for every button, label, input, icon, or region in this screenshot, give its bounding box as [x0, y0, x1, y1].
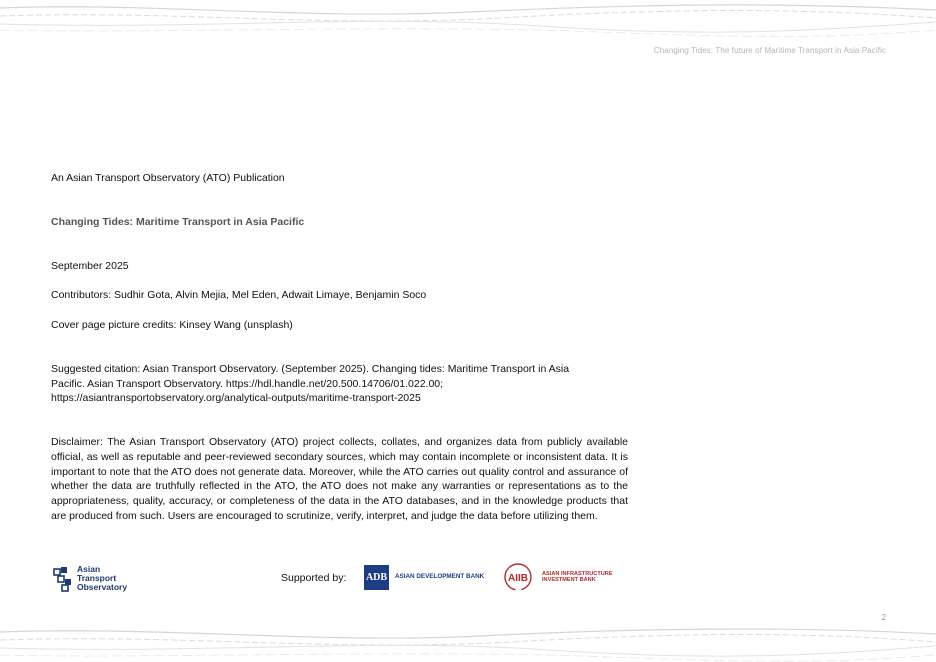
ato-logo-icon	[52, 565, 78, 593]
citation-line: Pacific. Asian Transport Observatory. https://hdl.handle.net/20.500.14706/01.022.00;	[51, 377, 444, 390]
running-header: Changing Tides: The future of Maritime Transport in Asia Pacific	[653, 46, 886, 55]
page-number: 2	[881, 613, 886, 622]
aiib-name-line: INVESTMENT BANK	[542, 577, 596, 584]
ato-logo-line: Transport	[77, 573, 117, 583]
aiib-logo-mark	[502, 563, 534, 591]
citation-line: https://asiantransportobservatory.org/analytical-outputs/maritime-transport-2025	[51, 392, 421, 404]
svg-text:AIIB: AIIB	[508, 573, 528, 584]
contributors: Contributors: Sudhir Gota, Alvin Mejia, Mel Eden, Adwait Limaye, Benjamin Soco	[51, 289, 427, 301]
publisher-line: An Asian Transport Observatory (ATO) Publication	[51, 172, 285, 184]
ato-logo-line: Asian	[77, 564, 101, 574]
document-title: Changing Tides: Maritime Transport in Asia Pacific	[51, 216, 305, 228]
publication-date: September 2025	[51, 260, 129, 272]
ato-logo	[52, 564, 142, 594]
aiib-name-line: ASIAN INFRASTRUCTURE	[542, 571, 613, 577]
disclaimer: Disclaimer: The Asian Transport Observatory (ATO) project collects, collates, and organizes data from publicly available official, as well as reputable and peer-reviewed secondary sources, which may contain incomplete or inconsistent data. It is important to note that the ATO does not generate data. Moreover, while the ATO carries out quality control and assurance of whether the data are truthfully reflected in the ATO, the ATO does not make any warranties or representations as to the appropriateness, quality, accuracy, or completeness of the data in the ATO databases, and in the knowledge products that are produced from such. Users are encouraged to scrutinize, verify, interpret, and judge the data before utilizing them.	[51, 436, 628, 522]
bottom-wave-decoration	[0, 622, 936, 662]
suggested-citation	[51, 362, 611, 406]
adb-logo-name: ASIAN DEVELOPMENT BANK	[395, 573, 485, 580]
cover-credits: Cover page picture credits: Kinsey Wang (unsplash)	[51, 319, 293, 331]
supported-by-label: Supported by:	[281, 572, 347, 584]
citation-line: Suggested citation: Asian Transport Observatory. (September 2025). Changing tides: Maritime Transport in Asia	[51, 363, 570, 375]
adb-logo-mark: ADB	[364, 565, 389, 590]
aiib-logo-name	[542, 571, 613, 583]
top-wave-decoration	[0, 0, 936, 40]
ato-logo-line: Observatory	[77, 582, 128, 592]
